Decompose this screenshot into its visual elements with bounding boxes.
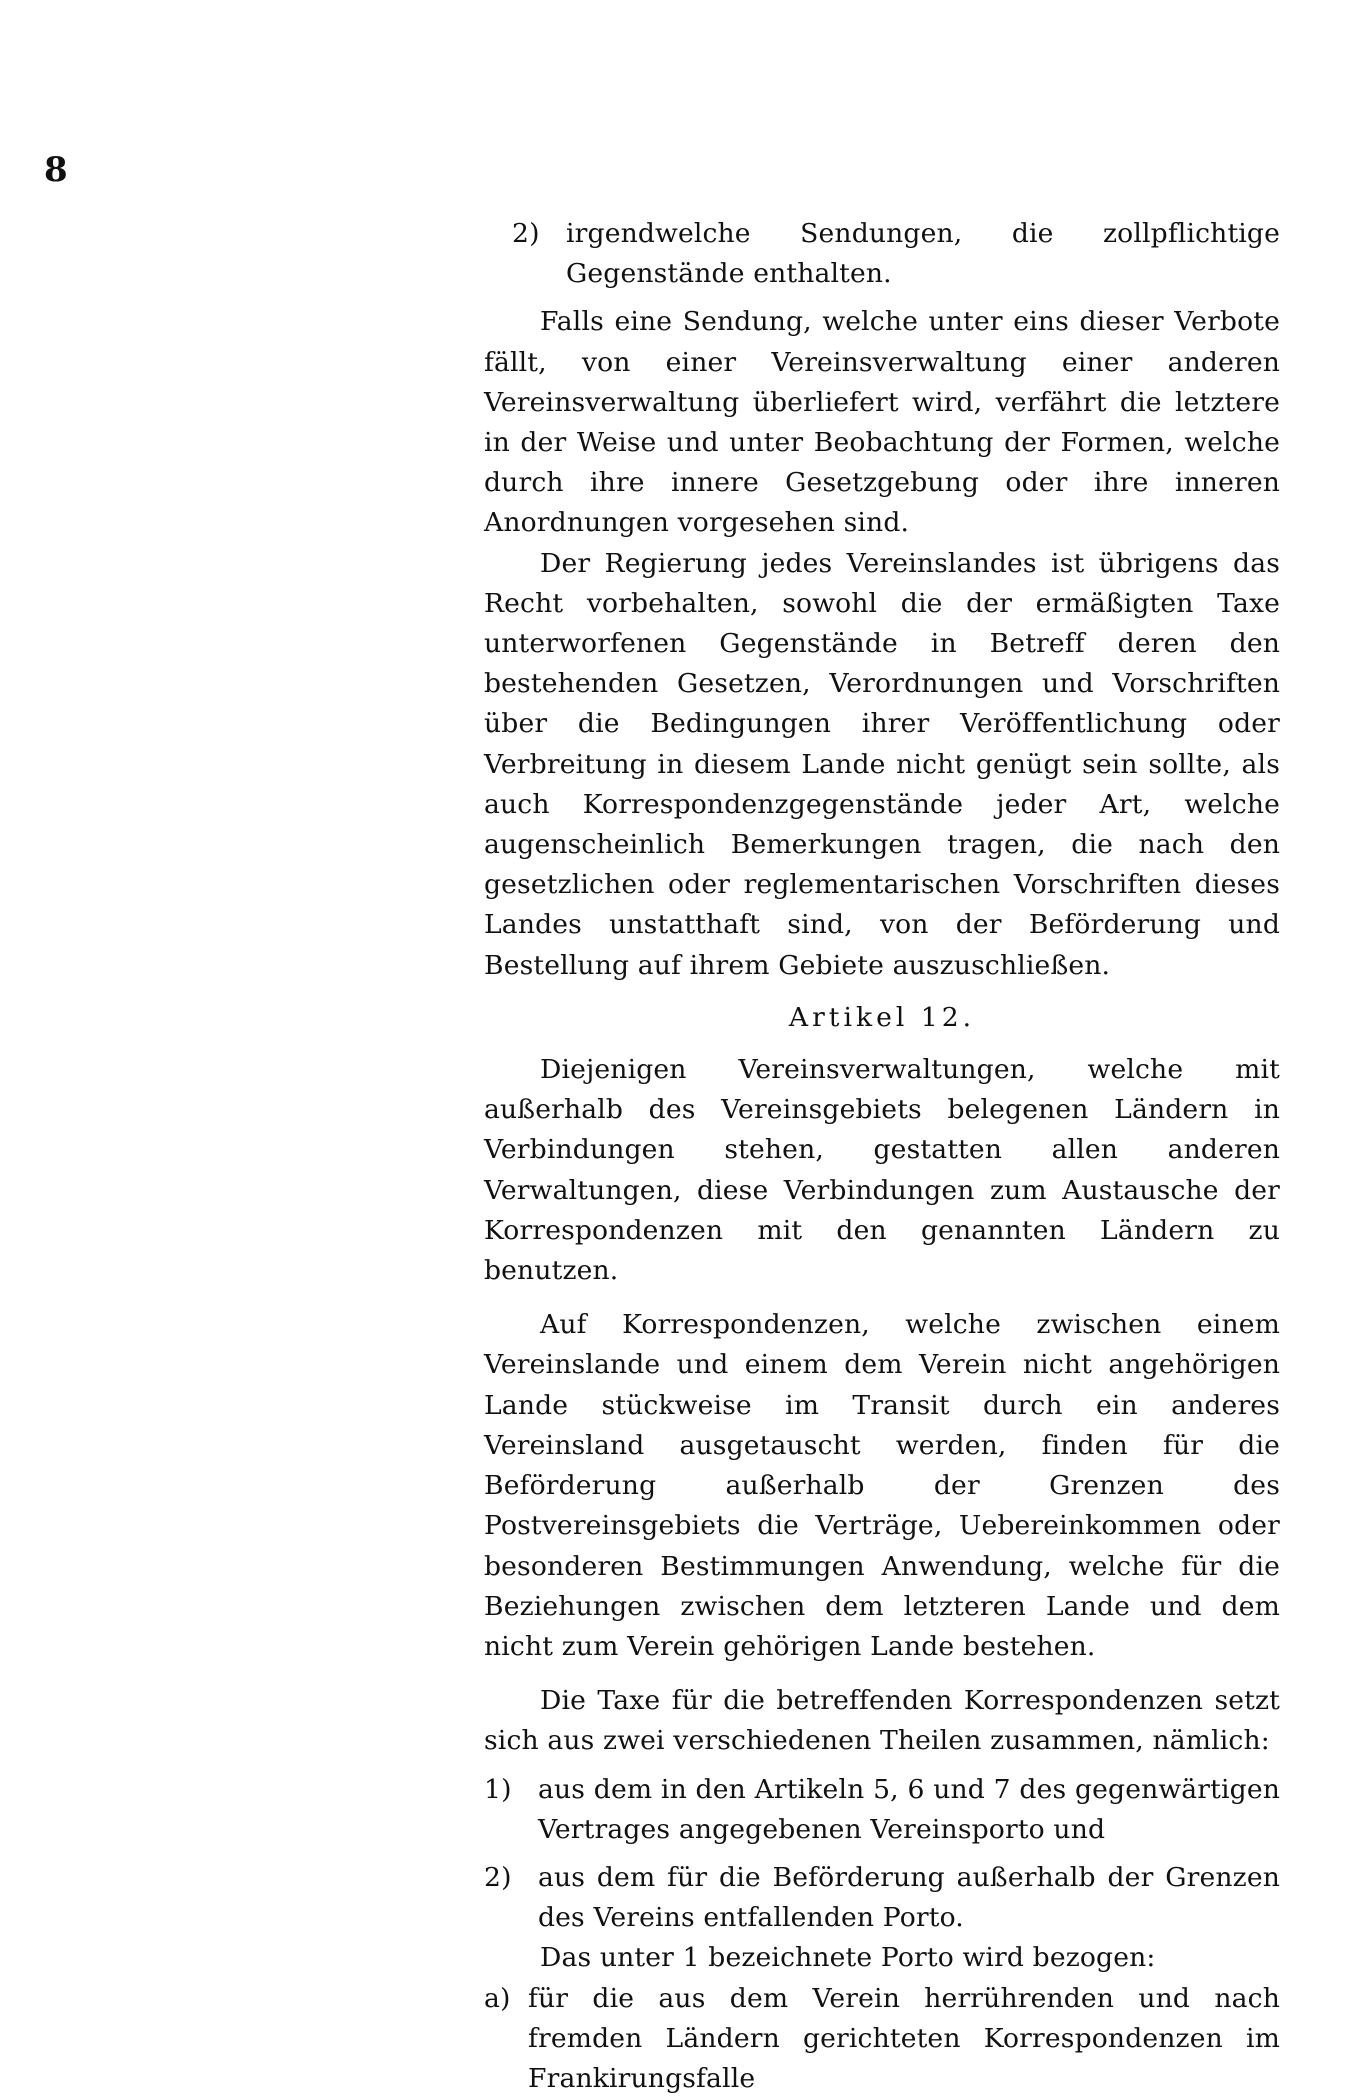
list-marker: a) — [484, 1982, 511, 2014]
numbered-list-item-1 — [484, 1770, 1280, 1850]
paragraph-porto-intro: Das unter 1 bezeichnete Porto wird bezogen: — [540, 1942, 1156, 1974]
paragraph-transit: Auf Korrespondenzen, welche zwischen einem Vereinslande und einem dem Verein nicht angehörigen Lande stückweise im Transit durch ein anderes Vereinsland ausgetauscht werden, finden für die Beförderung außerhalb der Grenzen des Postvereinsgebiets die Verträge, Uebereinkommen oder besonderen Bestimmungen Anwendung, welche für die Beziehungen zwischen dem letzteren Lande und dem nicht zum Verein gehörigen Lande bestehen. — [484, 1309, 1280, 1662]
list-item-text: aus dem für die Beförderung außerhalb der Grenzen des Vereins entfallenden Porto. — [538, 1861, 1280, 1934]
list-marker: 1) — [484, 1773, 512, 1805]
paragraph-taxe: Die Taxe für die betreffenden Korrespondenzen setzt sich aus zwei verschiedenen Theilen zusammen, nämlich: — [484, 1685, 1280, 1757]
document-body — [484, 214, 1280, 2099]
list-item-text: irgendwelche Sendungen, die zollpflichtige Gegenstände enthalten. — [566, 218, 1280, 290]
article-heading: Artikel 12. — [788, 1001, 976, 1033]
paragraph-regierung: Der Regierung jedes Vereinslandes ist übrigens das Recht vorbehalten, sowohl die der ermäßigten Taxe unterworfenen Gegenstände in Betreff deren den bestehenden Gesetzen, Verordnungen und Vorschriften über die Bedingungen ihrer Veröffentlichung oder Verbreitung in diesem Lande nicht genügt sein sollte, als auch Korrespondenzgegenstände jeder Art, welche augenscheinlich Bemerkungen tragen, die nach den gesetzlichen oder reglementarischen Vorschriften dieses Landes unstatthaft sind, von der Beförderung und Bestellung auf ihrem Gebiete auszuschließen. — [484, 547, 1280, 981]
list-item-text: aus dem in den Artikeln 5, 6 und 7 des gegenwärtigen Vertrages angegebenen Vereinsporto und — [538, 1773, 1280, 1845]
list-marker: 2) — [512, 218, 540, 249]
list-marker: 2) — [484, 1861, 512, 1893]
list-item-text: für die aus dem Verein herrührenden und nach fremden Ländern gerichteten Korrespondenzen im Frankirungsfalle — [528, 1982, 1280, 2094]
list-item-2-prohibited-sendungen — [484, 214, 1280, 294]
paragraph-vereinsverwaltungen: Diejenigen Vereinsverwaltungen, welche mit außerhalb des Vereinsgebiets belegenen Ländern in Verbindungen stehen, gestatten allen anderen Verwaltungen, diese Verbindungen zum Austausche der Korrespondenzen mit den genannten Ländern zu benutzen. — [484, 1054, 1280, 1287]
paragraph-verbote: Falls eine Sendung, welche unter eins dieser Verbote fällt, von einer Vereinsverwaltung einer anderen Vereinsverwaltung überliefert wird, verfährt die letztere in der Weise und unter Beobachtung der Formen, welche durch ihre innere Gesetzgebung oder ihre inneren Anordnungen vorgesehen sind. — [484, 306, 1280, 539]
numbered-list-item-2 — [484, 1858, 1280, 1938]
lettered-list-item-a — [484, 1979, 1280, 2099]
page-number: 8 — [44, 150, 68, 190]
